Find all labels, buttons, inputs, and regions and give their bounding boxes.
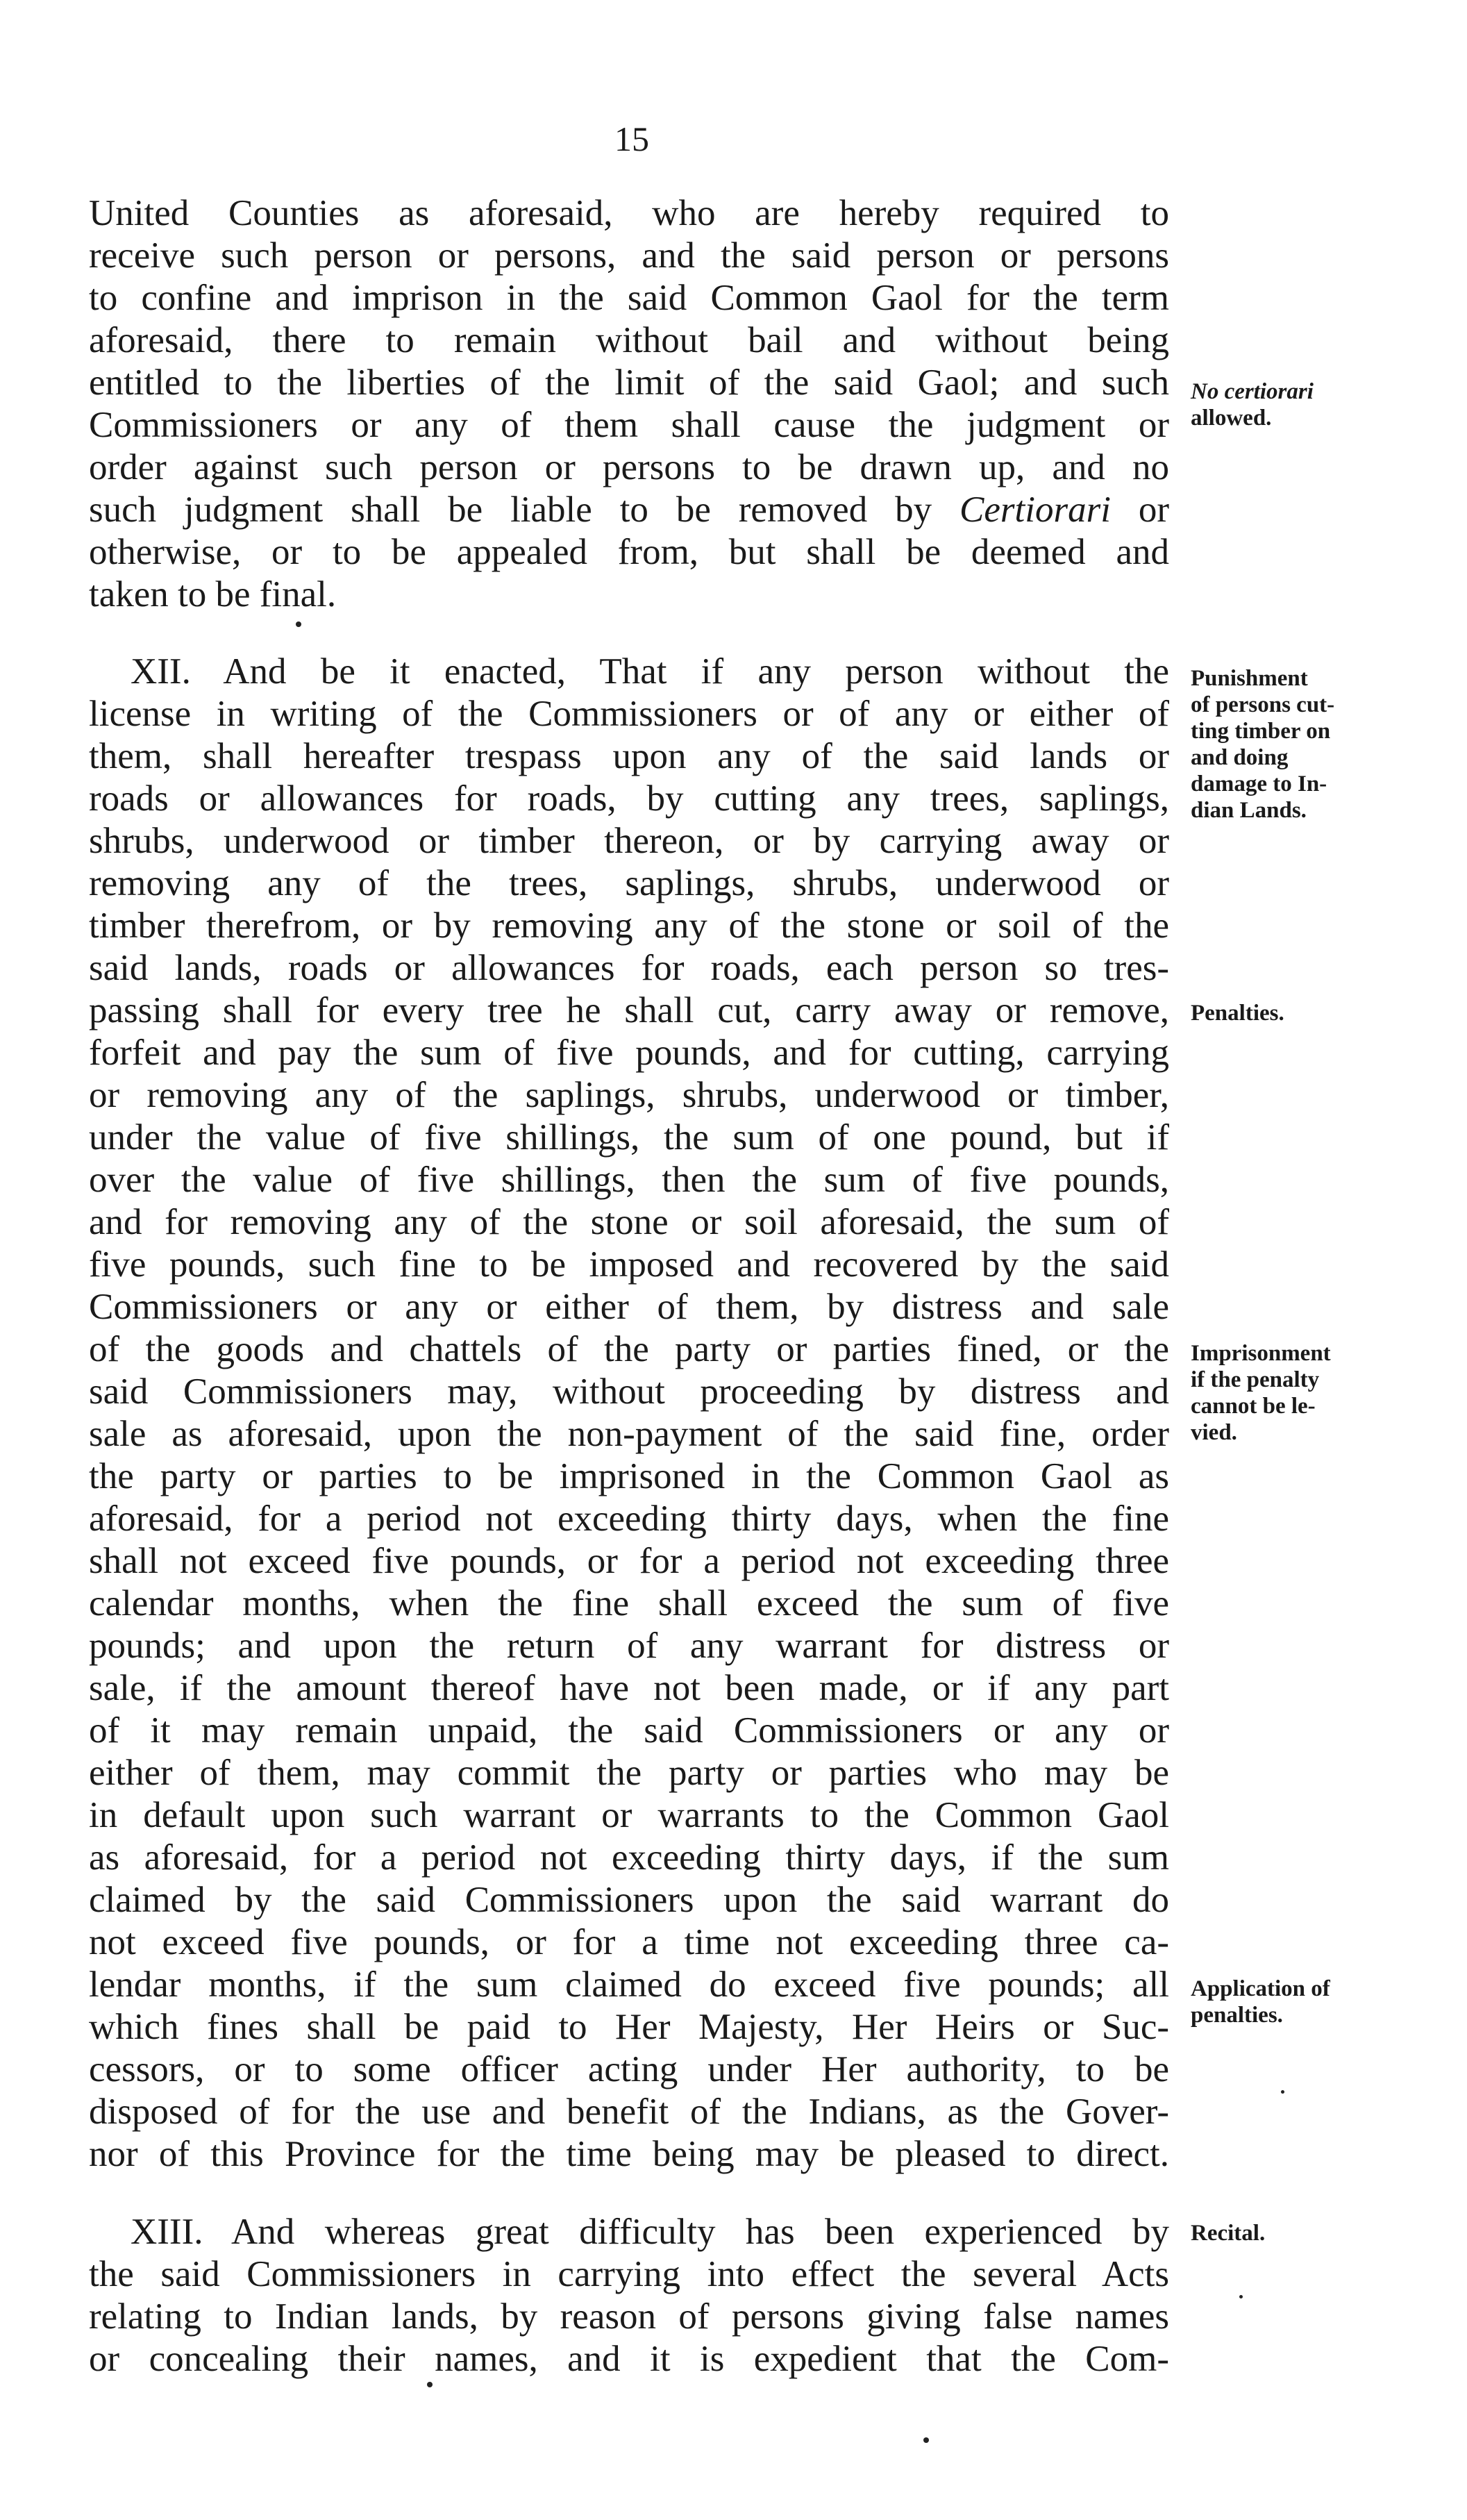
margin-note-line: damage to In- (1191, 771, 1327, 796)
text-line: such judgment shall be liable to be removed by Certiorari or (89, 490, 1169, 530)
text-line: order against such person or persons to be drawn up, and no (89, 447, 1169, 487)
margin-note-line: cannot be le- (1191, 1394, 1316, 1419)
margin-note-line: dian Lands. (1191, 798, 1307, 823)
margin-note-punishment (1191, 665, 1467, 824)
text-line: not exceed five pounds, or for a time not exceeding three ca- (89, 1922, 1169, 1962)
text-line: the party or parties to be imprisoned in the Common Gaol as (89, 1456, 1169, 1496)
text-line: timber therefrom, or by removing any of the stone or soil of the (89, 906, 1169, 946)
text-line: or removing any of the saplings, shrubs, underwood or timber, (89, 1075, 1169, 1115)
text-line: sale as aforesaid, upon the non-payment of the said fine, order (89, 1414, 1169, 1454)
text-line: XIII. And whereas great difficulty has been experienced by (131, 2212, 1169, 2252)
text-line: disposed of for the use and benefit of the Indians, as the Gover- (89, 2092, 1169, 2132)
text-line: shall not exceed five pounds, or for a period not exceeding three (89, 1541, 1169, 1581)
text-line: lendar months, if the sum claimed do exceed five pounds; all (89, 1964, 1169, 2005)
text-line: as aforesaid, for a period not exceeding thirty days, if the sum (89, 1837, 1169, 1878)
text-line: calendar months, when the fine shall exceed the sum of five (89, 1583, 1169, 1624)
text-line: roads or allowances for roads, by cutting any trees, saplings, (89, 778, 1169, 819)
margin-note-no-certiorari (1191, 378, 1467, 431)
scan-speck (296, 621, 301, 627)
scan-speck (1281, 2090, 1284, 2094)
text-line: XII. And be it enacted, That if any person without the (131, 651, 1169, 692)
text-line: which fines shall be paid to Her Majesty, Her Heirs or Suc- (89, 2007, 1169, 2047)
text-line: Commissioners or any of them shall cause the judgment or (89, 405, 1169, 445)
margin-note-line: allowed. (1191, 406, 1272, 431)
text-line: relating to Indian lands, by reason of persons giving false names (89, 2296, 1169, 2337)
text-line: otherwise, or to be appealed from, but shall be deemed and (89, 532, 1169, 572)
text-line: claimed by the said Commissioners upon the said warrant do (89, 1880, 1169, 1920)
text-line: the said Commissioners in carrying into effect the several Acts (89, 2254, 1169, 2294)
text-line: in default upon such warrant or warrants to the Common Gaol (89, 1795, 1169, 1835)
text-line: said lands, roads or allowances for roads, each person so tres- (89, 948, 1169, 988)
margin-note-line: if the penalty (1191, 1367, 1320, 1392)
text-line: or concealing their names, and it is expedient that the Com- (89, 2339, 1169, 2379)
text-line: to confine and imprison in the said Common Gaol for the term (89, 278, 1169, 318)
margin-note-line: Punishment (1191, 666, 1308, 691)
margin-note-line: of persons cut- (1191, 692, 1335, 717)
margin-note-line: Penalties. (1191, 1001, 1284, 1026)
margin-note-line: Application of (1191, 1976, 1330, 2001)
text-line: five pounds, such fine to be imposed and recovered by the said (89, 1244, 1169, 1285)
text-line: taken to be final. (89, 574, 337, 615)
margin-note-line: Imprisonment (1191, 1341, 1331, 1366)
text-line: forfeit and pay the sum of five pounds, and for cutting, carrying (89, 1033, 1169, 1073)
scan-speck (923, 2437, 929, 2443)
text-line: United Counties as aforesaid, who are hereby required to (89, 193, 1169, 233)
text-line: pounds; and upon the return of any warrant for distress or (89, 1626, 1169, 1666)
text-line: receive such person or persons, and the said person or persons (89, 235, 1169, 276)
margin-note-line: ting timber on (1191, 719, 1331, 744)
text-line: Commissioners or any or either of them, by distress and sale (89, 1287, 1169, 1327)
margin-note-line: vied. (1191, 1420, 1237, 1445)
text-line: cessors, or to some officer acting under Her authority, to be (89, 2049, 1169, 2089)
text-line: of it may remain unpaid, the said Commissioners or any or (89, 1710, 1169, 1751)
scan-speck (1239, 2295, 1243, 2298)
text-line: sale, if the amount thereof have not been made, or if any part (89, 1668, 1169, 1708)
margin-note-line: and doing (1191, 745, 1289, 770)
text-line: and for removing any of the stone or soil aforesaid, the sum of (89, 1202, 1169, 1242)
margin-note-line: Recital. (1191, 2221, 1266, 2246)
text-line: either of them, may commit the party or parties who may be (89, 1753, 1169, 1793)
page-number: 15 (614, 119, 649, 158)
text-line: passing shall for every tree he shall cut, carry away or remove, (89, 990, 1169, 1030)
text-line: under the value of five shillings, the sum of one pound, but if (89, 1117, 1169, 1158)
text-line: shrubs, underwood or timber thereon, or by carrying away or (89, 821, 1169, 861)
margin-note-penalties (1191, 1000, 1467, 1026)
margin-note-line: No certiorari (1191, 379, 1314, 404)
text-line: aforesaid, there to remain without bail and without being (89, 320, 1169, 360)
text-line: said Commissioners may, without proceeding by distress and (89, 1371, 1169, 1412)
text-line: over the value of five shillings, then the sum of five pounds, (89, 1160, 1169, 1200)
text-line: them, shall hereafter trespass upon any of the said lands or (89, 736, 1169, 776)
text-line: of the goods and chattels of the party or parties fined, or the (89, 1329, 1169, 1369)
margin-note-recital (1191, 2220, 1467, 2246)
margin-note-imprisonment (1191, 1340, 1467, 1446)
text-line: aforesaid, for a period not exceeding thirty days, when the fine (89, 1499, 1169, 1539)
text-line: license in writing of the Commissioners or of any or either of (89, 694, 1169, 734)
scan-speck (427, 2382, 433, 2387)
margin-note-line: penalties. (1191, 2003, 1283, 2028)
text-line: removing any of the trees, saplings, shrubs, underwood or (89, 863, 1169, 903)
text-line: nor of this Province for the time being may be pleased to direct. (89, 2134, 1169, 2174)
text-line: entitled to the liberties of the limit of the said Gaol; and such (89, 362, 1169, 403)
margin-note-application (1191, 1976, 1467, 2028)
